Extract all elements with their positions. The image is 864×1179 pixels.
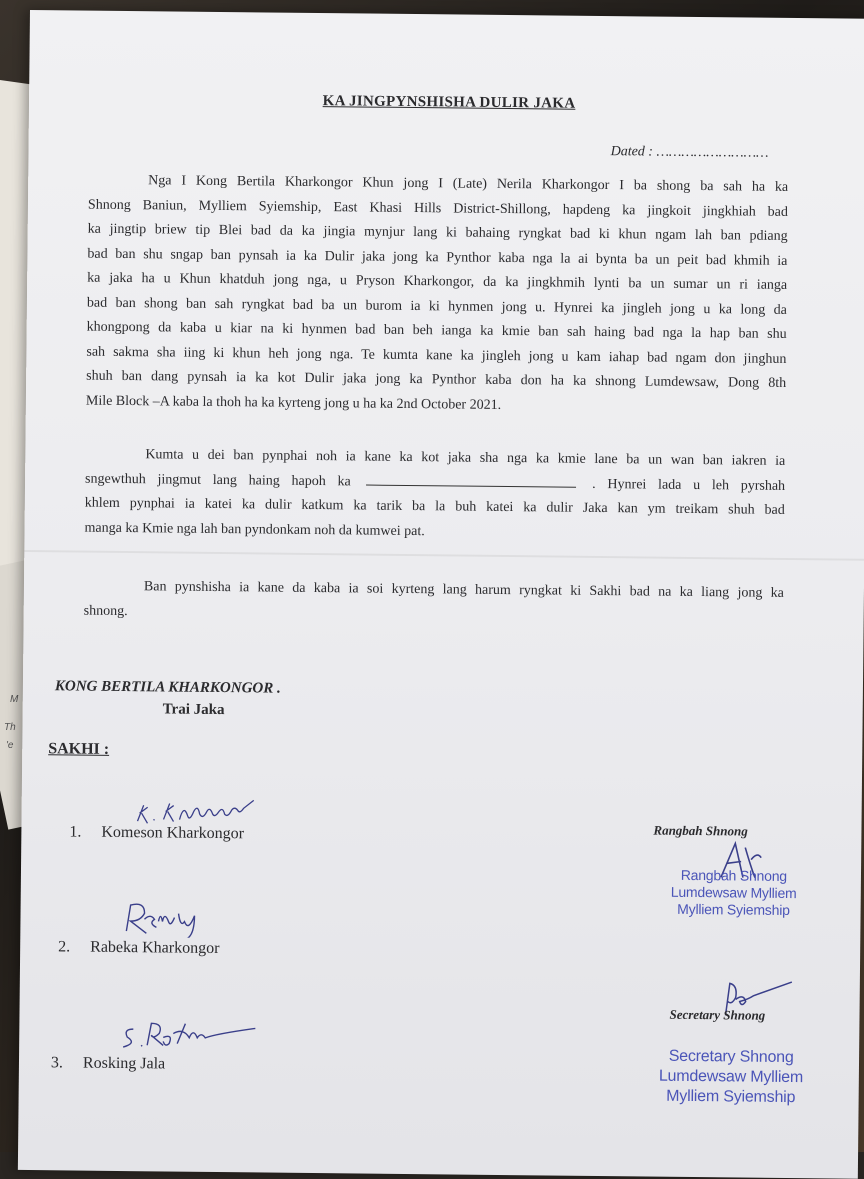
- stamp-line: Lumdewsaw Mylliem: [670, 883, 797, 902]
- witness-number: 1.: [69, 823, 82, 841]
- text-fragment: sngewthuh jingmut lang haing hapoh ka: [85, 471, 351, 489]
- text-line: Nga I Kong Bertila Kharkongor Khun jong I (Late) Nerila Kharkongor I ba shong ba sah ha ka: [148, 173, 789, 195]
- witness-3-signature: [119, 1015, 269, 1053]
- witness-name: Rabeka Kharkongor: [90, 938, 220, 958]
- rangbah-label: Rangbah Shnong: [653, 822, 748, 839]
- document-title: KA JINGPYNSHISHA DULIR JAKA: [322, 93, 576, 112]
- text-line: Ban pynshisha ia kane da kaba ia soi kyrteng lang harum ryngkat ki Sakhi bad na ka liang jong ka: [143, 579, 785, 601]
- text-line: ka jingtip briew tip Blei bad da ka jingia mynjur lang ki bahaing ryngkat bad ki khun ngam lah ban pdiang: [87, 221, 788, 244]
- text-line: Kumta u dei ban pynphai noh ia kane ka kot jaka sha nga ka kmie lane ba un wan ban iakren ia: [145, 447, 786, 469]
- text-fragment: . Hynrei lada u leh pyrshah: [592, 476, 786, 494]
- secretary-stamp: [659, 1047, 804, 1109]
- rangbah-stamp: [671, 867, 797, 919]
- text-line: manga ka Kmie nga lah ban pyndonkam noh da kumwei pat.: [84, 520, 425, 539]
- signer-name: KONG BERTILA KHARKONGOR .: [54, 678, 281, 697]
- text-line: shnong.: [83, 603, 128, 619]
- paragraph-attestation: [84, 575, 784, 631]
- witness-2: [58, 938, 219, 958]
- document-page: [18, 10, 864, 1179]
- stamp-line: Secretary Shnong: [668, 1047, 794, 1067]
- text-line: khlem pynphai ia katei ka dulir katkum ka tarik ba la buh katei ka dulir Jaka kan ym treikam shuh bad: [84, 495, 785, 518]
- signer-role: Trai Jaka: [162, 701, 225, 719]
- dated-field: Dated : ………………………: [610, 144, 769, 161]
- witness-number: 3.: [50, 1054, 64, 1072]
- paragraph-declaration: [86, 169, 789, 421]
- paper-fold: [24, 550, 864, 561]
- edge-mark: M: [10, 694, 19, 705]
- blank-line: [366, 484, 576, 487]
- text-line: ka jaka ha u Khun khatduh jong nga, u Pryson Kharkongor, da ka jingkhmih lynti ba un sumar un ri ianga: [87, 270, 788, 293]
- witness-1: [69, 823, 244, 843]
- secretary-label: Secretary Shnong: [669, 1006, 766, 1023]
- witness-3: [51, 1054, 165, 1073]
- edge-mark: Th: [4, 722, 16, 733]
- witness-name: Rosking Jala: [82, 1054, 166, 1073]
- text-line: Mile Block –A kaba la thoh ha ka kyrteng jong u ha ka 2nd October 2021.: [85, 393, 502, 413]
- edge-mark: 'e: [6, 740, 14, 751]
- text-line: shuh ban dang pynsah ia ka kot Dulir jaka jong ka Pynthor kaba don ha ka shnong Lumdewsaw, Dong 8th: [86, 368, 787, 391]
- text-line: bad ban shong ban sah ryngkat bad ba un burom ia ki hynmen jong u. Hynrei ka jingleh jong u ka long da: [86, 295, 787, 318]
- witness-name: Komeson Kharkongor: [101, 823, 245, 843]
- paragraph-condition: [84, 443, 785, 548]
- stamp-line: Rangbah Shnong: [680, 866, 788, 884]
- stamp-line: Lumdewsaw Mylliem: [658, 1067, 804, 1087]
- text-line: Shnong Baniun, Mylliem Syiemship, East Khasi Hills District-Shillong, hapdeng ka jingkoit jingkhiah bad: [87, 197, 789, 220]
- text-line: bad ban shu sngap ban pynsah ia ka Dulir jaka jong ka Pynthor kaba nga la ai bynta ba un peit bad khmih ia: [87, 246, 788, 269]
- witness-number: 2.: [58, 938, 71, 956]
- witness-heading: SAKHI :: [48, 740, 110, 758]
- text-line: khongpong da kaba u kiar na ki hynmen bad ban beh ianga ka kmie ban sah haing bad nga la hap ban shu: [86, 319, 787, 342]
- witness-2-signature: [120, 897, 230, 938]
- stamp-line: Mylliem Syiemship: [666, 1087, 796, 1107]
- text-line: sah sakma sha iing ki khun heh jong nga. Te kumta kane ka jingleh jong u kam iahap bad ngam don jinghun: [86, 344, 787, 367]
- stamp-line: Mylliem Syiemship: [677, 900, 790, 919]
